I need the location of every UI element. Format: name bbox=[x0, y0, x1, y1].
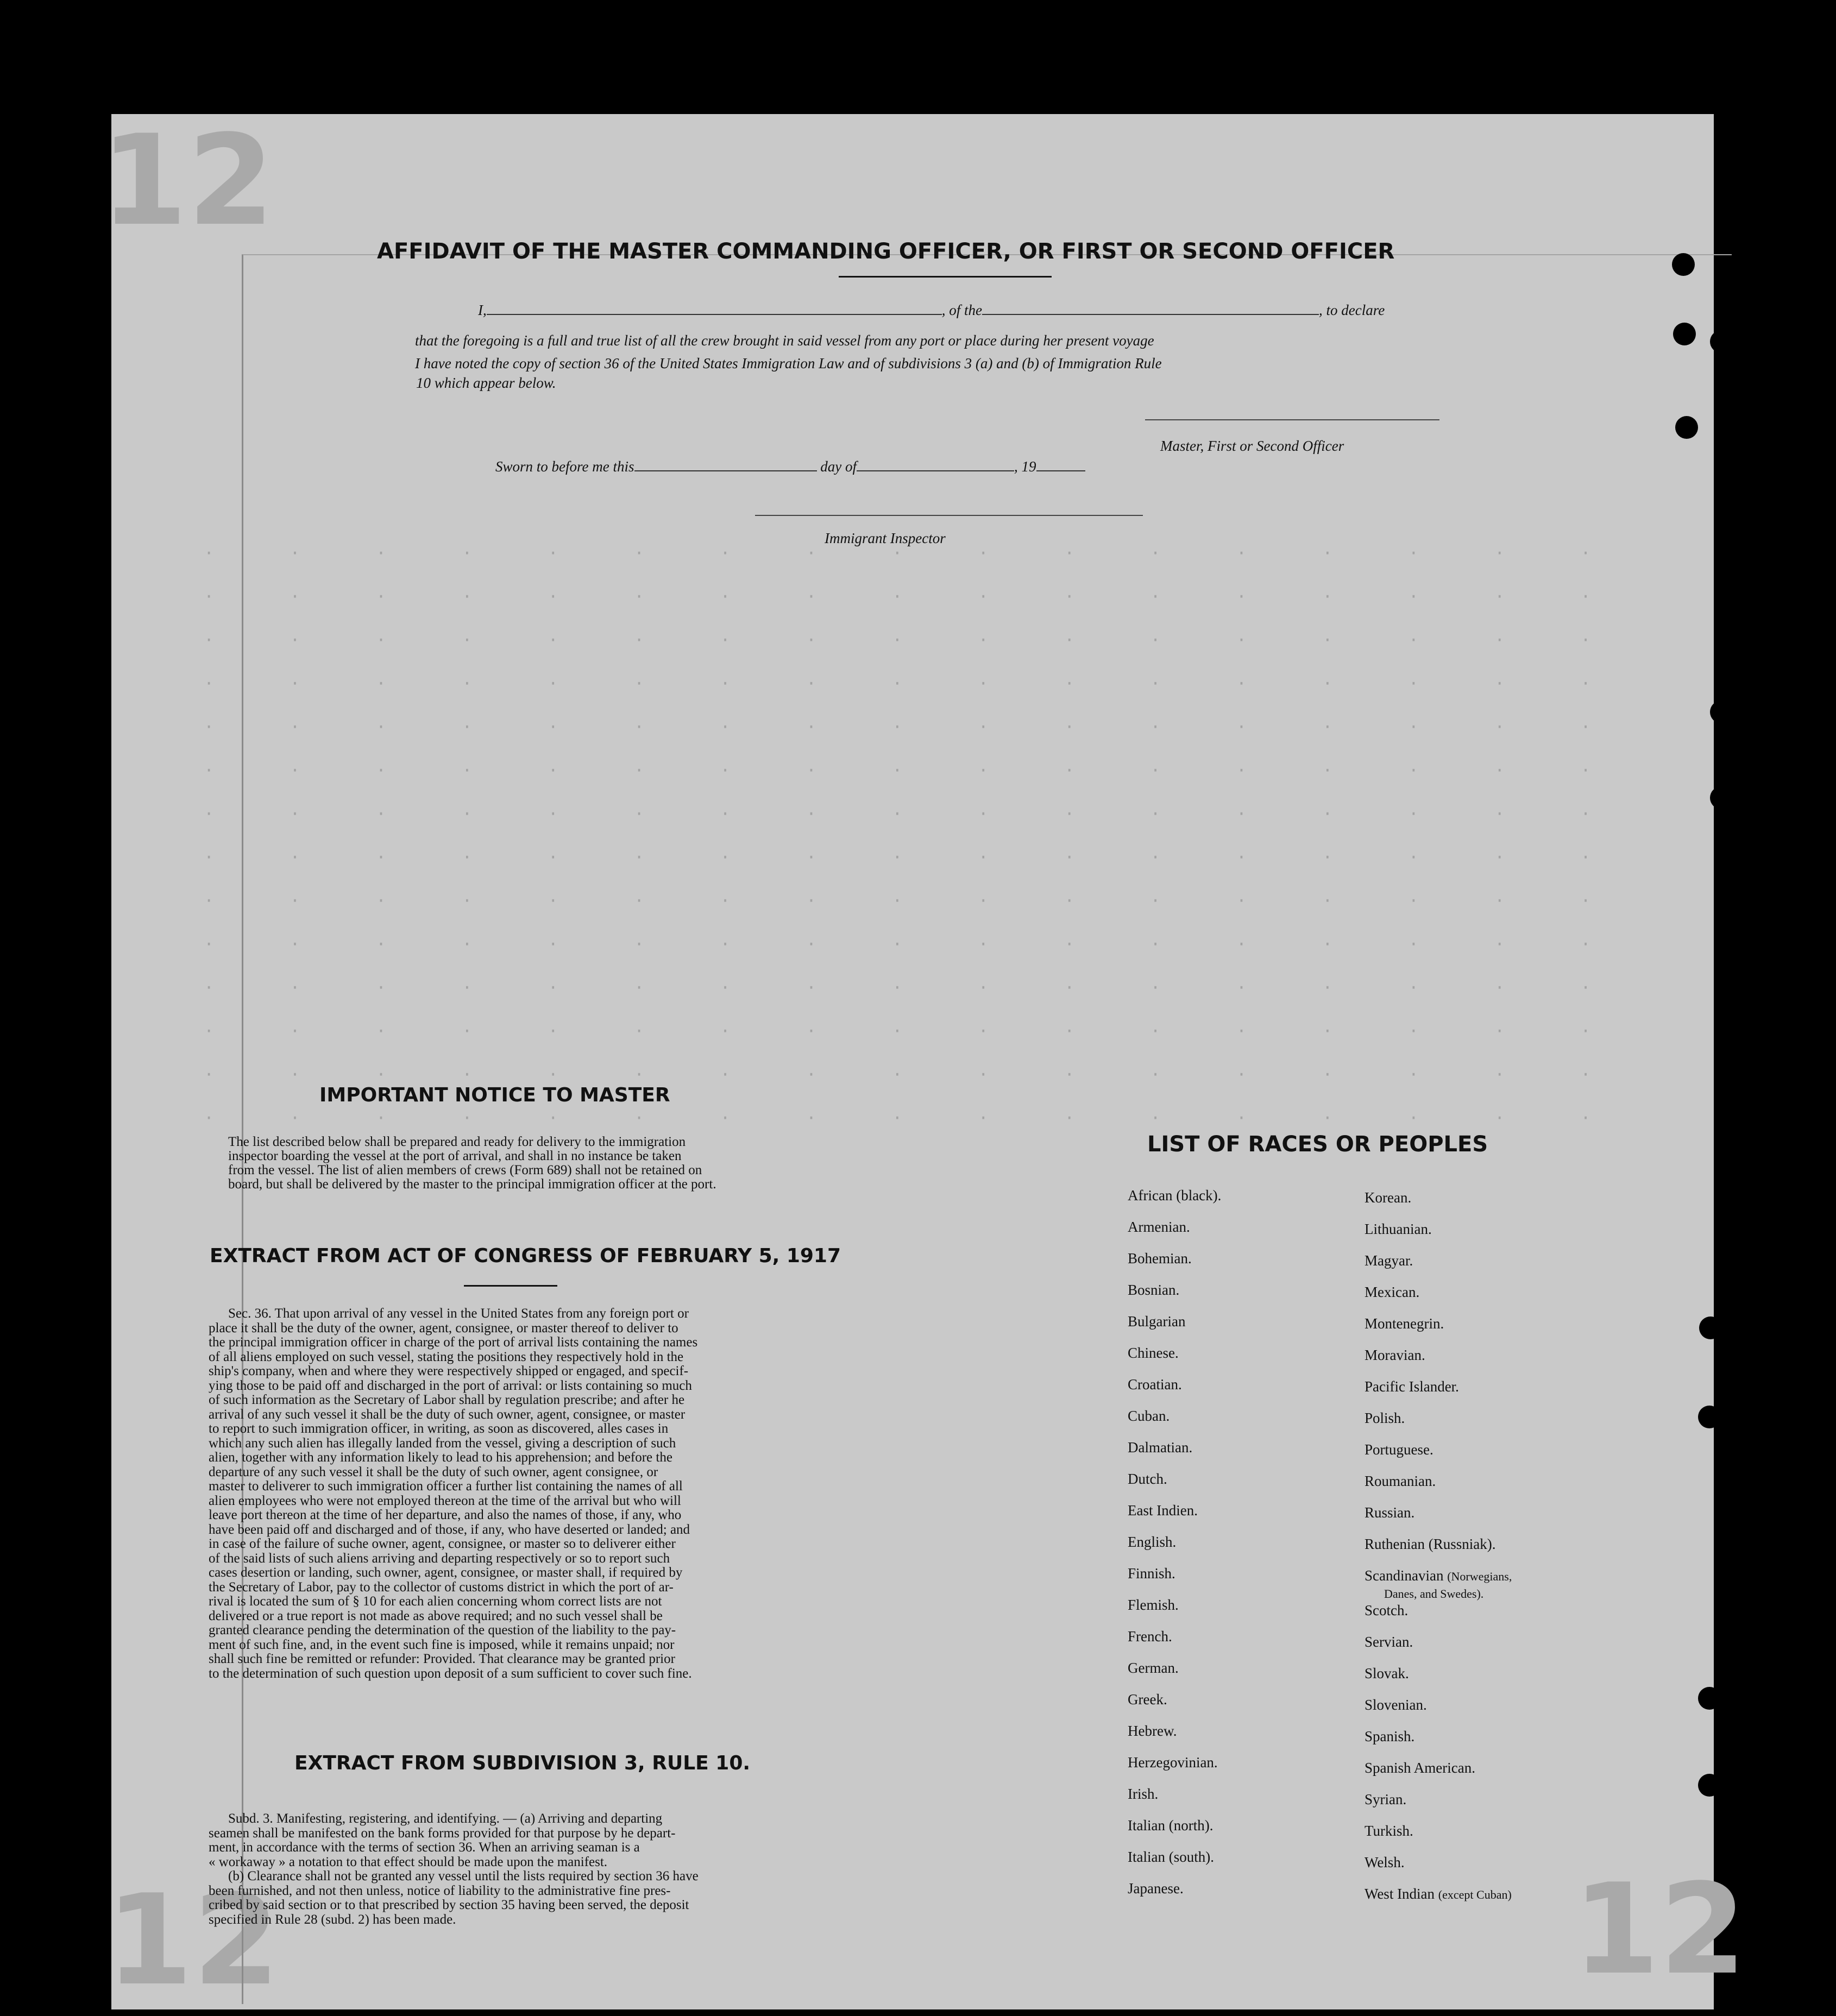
notice-paragraph bbox=[228, 1135, 834, 1192]
race-item: Servian. bbox=[1365, 1634, 1413, 1650]
act-line: in case of the failure of suche owner, agent, consignee, or master so to deliverer either bbox=[209, 1536, 676, 1551]
notice-line: inspector boarding the vessel at the port of arrival, and shall in no instance be taken bbox=[228, 1149, 682, 1163]
act-line: the Secretary of Labor, pay to the collector of customs district in which the port of ar- bbox=[209, 1579, 674, 1595]
act-line: delivered or a true report is not made as above required; and no such vessel shall be bbox=[209, 1608, 663, 1623]
race-item: Roumanian. bbox=[1365, 1473, 1436, 1489]
rule-line: cribed by said section or to that prescribed by section 35 having been served, the deposit bbox=[209, 1898, 689, 1912]
bleed-through-rows: · · · · · · · · · · · · · · · · · · · · · · · · · · · · · · · · · · · · · · · · · · · · · · · · · · · · · · · · · · · · · · · · · · · · · · · · · · · · · · · · · · · · · · · · · · · · · · · · · · · · · · · · · · · · · · · · · · · · · · · · · · · · · · · · · · · · · · · · · · · · · · · · · · · · · · · · · · · · · · · · · · · · · · · · · · · · · · · · · · · · · · · · · · · · · · · · · · · · · · · · · · · · · · · · · · · · · · · · · · · · · · · · · · · · · · · · · · · · · · bbox=[204, 543, 1624, 1128]
race-item: Scotch. bbox=[1365, 1602, 1409, 1618]
act-line: granted clearance pending the determination of the question of the liability to the pay- bbox=[209, 1623, 676, 1637]
rule-line: « workaway » a notation to that effect should be made upon the manifest. bbox=[209, 1854, 608, 1869]
sworn-text: Sworn to before me this bbox=[495, 458, 634, 475]
act-line: cases desertion or landing, such owner, agent, consignee, or master shall, if required by bbox=[209, 1565, 683, 1580]
bleed-through-number: 12 bbox=[106, 1868, 280, 2013]
race-item: Armenian. bbox=[1128, 1219, 1190, 1235]
race-item: West Indian bbox=[1365, 1886, 1435, 1902]
race-item: Hebrew. bbox=[1128, 1723, 1177, 1739]
race-item: French. bbox=[1128, 1628, 1172, 1645]
act-title: EXTRACT FROM ACT OF CONGRESS OF FEBRUARY 5, 1917 bbox=[210, 1245, 841, 1267]
act-line: to report to such immigration officer, in writing, as soon as discovered, alles cases in bbox=[209, 1421, 669, 1436]
race-item: Spanish. bbox=[1365, 1728, 1415, 1744]
act-line: ship's company, when and where they were respectively shipped or engaged, and specif- bbox=[209, 1364, 689, 1378]
race-note: (Norwegians, bbox=[1447, 1570, 1512, 1583]
affidavit-i: I, bbox=[478, 302, 487, 318]
month-blank bbox=[857, 457, 1014, 471]
act-line: have been paid off and discharged and of those, if any, who have deserted or landed; and bbox=[209, 1522, 690, 1537]
year-prefix: , 19 bbox=[1014, 458, 1036, 475]
race-item: Lithuanian. bbox=[1365, 1221, 1432, 1237]
act-line: ying those to be paid off and discharged in the port of arrival: or lists containing so much bbox=[209, 1378, 692, 1393]
punch-hole bbox=[1698, 1774, 1721, 1797]
races-title: LIST OF RACES OR PEOPLES bbox=[1147, 1132, 1488, 1157]
race-item: Russian. bbox=[1365, 1504, 1415, 1521]
race-item-scandinavian bbox=[1365, 1567, 1604, 1602]
act-line: of all aliens employed on such vessel, stating the positions they respectively hold in the bbox=[209, 1349, 684, 1364]
act-line: which any such alien has illegally landed from the vessel, giving a description of such bbox=[209, 1435, 676, 1451]
race-item: Korean. bbox=[1365, 1189, 1412, 1206]
race-item: East Indien. bbox=[1128, 1502, 1198, 1519]
race-item: Finnish. bbox=[1128, 1565, 1175, 1582]
race-item: Dutch. bbox=[1128, 1471, 1167, 1487]
act-line: of the said lists of such aliens arriving and departing respectively or so to report such bbox=[209, 1551, 670, 1566]
notice-line: board, but shall be delivered by the master to the principal immigration officer at the port. bbox=[228, 1177, 716, 1192]
affidavit-of-the: , of the bbox=[941, 302, 982, 318]
act-line: of such information as the Secretary of Labor shall by regulation prescribe; and after he bbox=[209, 1393, 685, 1407]
rule-line: Subd. 3. Manifesting, registering, and identifying. — (a) Arriving and departing bbox=[228, 1811, 663, 1826]
act-paragraph bbox=[209, 1307, 834, 1681]
races-left-column bbox=[1128, 1187, 1356, 1912]
race-item: Ruthenian (Russniak). bbox=[1365, 1536, 1496, 1552]
affidavit-line1 bbox=[478, 301, 1385, 319]
punch-hole bbox=[1710, 786, 1733, 809]
races-right-column bbox=[1365, 1189, 1604, 1917]
race-item-west-indian bbox=[1365, 1886, 1604, 1917]
race-item: Scandinavian bbox=[1365, 1567, 1444, 1584]
affidavit-to-declare: , to declare bbox=[1319, 302, 1385, 318]
race-item: Irish. bbox=[1128, 1786, 1159, 1802]
race-item: Welsh. bbox=[1365, 1854, 1405, 1870]
race-item: Flemish. bbox=[1128, 1597, 1179, 1613]
bleed-through-number: 12 bbox=[1573, 1857, 1747, 2002]
act-line: Sec. 36. That upon arrival of any vessel in the United States from any foreign port or bbox=[228, 1306, 689, 1321]
punch-hole bbox=[1673, 323, 1696, 345]
name-blank bbox=[487, 301, 942, 315]
act-line: ment of such fine, and, in the event such fine is imposed, while it remains unpaid; nor bbox=[209, 1637, 675, 1652]
race-item: Italian (south). bbox=[1128, 1849, 1214, 1865]
race-item: Spanish American. bbox=[1365, 1760, 1475, 1776]
race-item: Chinese. bbox=[1128, 1345, 1179, 1361]
inspector-line bbox=[755, 515, 1143, 516]
notice-line: from the vessel. The list of alien members of crews (Form 689) shall not be retained on bbox=[228, 1163, 702, 1177]
rule-line: specified in Rule 28 (subd. 2) has been made. bbox=[209, 1912, 456, 1927]
race-note: (except Cuban) bbox=[1438, 1888, 1512, 1901]
notice-line: The list described below shall be prepared and ready for delivery to the immigration bbox=[228, 1135, 686, 1149]
race-item: Slovak. bbox=[1365, 1665, 1409, 1681]
race-item: German. bbox=[1128, 1660, 1179, 1676]
act-line: rival is located the sum of § 10 for each alien concerning whom correct lists are not bbox=[209, 1594, 662, 1609]
race-item: English. bbox=[1128, 1534, 1177, 1550]
sworn-line bbox=[495, 457, 1085, 475]
race-item: Cuban. bbox=[1128, 1408, 1170, 1424]
act-line: arrival of any such vessel it shall be the duty of such owner, agent, consignee, or master bbox=[209, 1407, 686, 1422]
punch-hole bbox=[1710, 330, 1733, 353]
affidavit-line4: 10 which appear below. bbox=[416, 375, 556, 391]
punch-hole bbox=[1675, 416, 1698, 439]
race-item: Montenegrin. bbox=[1365, 1315, 1444, 1332]
rule-line: seamen shall be manifested on the bank forms provided for that purpose by he depart- bbox=[209, 1825, 676, 1841]
race-item: Pacific Islander. bbox=[1365, 1378, 1459, 1395]
race-item: Bulgarian bbox=[1128, 1313, 1186, 1330]
race-item: Mexican. bbox=[1365, 1284, 1420, 1300]
race-item: Turkish. bbox=[1365, 1823, 1413, 1839]
affidavit-line2: that the foregoing is a full and true list of all the crew brought in said vessel from any port or place during her present voyage bbox=[415, 332, 1154, 349]
race-item: Dalmatian. bbox=[1128, 1439, 1193, 1456]
race-item: Croatian. bbox=[1128, 1376, 1182, 1393]
signature-line bbox=[1145, 419, 1439, 420]
act-line: alien, together with any information likely to lead to his apprehension; and before the bbox=[209, 1450, 672, 1465]
punch-hole bbox=[1698, 1687, 1721, 1710]
act-line: departure of any such vessel it shall be the duty of such owner, agent consignee, or bbox=[209, 1464, 658, 1479]
act-line: shall such fine be remitted or refunder: Provided. That clearance may be granted prior bbox=[209, 1652, 675, 1666]
affidavit-line3: I have noted the copy of section 36 of the United States Immigration Law and of subdivisions 3 (a) and (b) of Immigration Rule bbox=[415, 355, 1162, 371]
affidavit-title: AFFIDAVIT OF THE MASTER COMMANDING OFFICER, OR FIRST OR SECOND OFFICER bbox=[377, 239, 1395, 264]
race-item: Greek. bbox=[1128, 1691, 1167, 1708]
punch-hole bbox=[1699, 1316, 1722, 1339]
act-line: alien employees who were not employed thereon at the time of the arrival but who will bbox=[209, 1493, 681, 1508]
race-item: African (black). bbox=[1128, 1187, 1222, 1204]
race-item: Moravian. bbox=[1365, 1347, 1425, 1363]
day-blank bbox=[634, 457, 817, 471]
race-note: Danes, and Swedes). bbox=[1384, 1587, 1484, 1601]
day-of: day of bbox=[820, 458, 857, 475]
race-item: Bohemian. bbox=[1128, 1250, 1192, 1267]
bleed-through-number: 12 bbox=[100, 109, 275, 254]
race-item: Portuguese. bbox=[1365, 1441, 1433, 1458]
rule-title: EXTRACT FROM SUBDIVISION 3, RULE 10. bbox=[294, 1752, 751, 1774]
race-item: Polish. bbox=[1365, 1410, 1405, 1426]
act-line: master to deliverer to such immigration officer a further list containing the names of all bbox=[209, 1479, 683, 1494]
race-item: Bosnian. bbox=[1128, 1282, 1180, 1298]
race-item: Italian (north). bbox=[1128, 1817, 1213, 1834]
rule-paragraph bbox=[209, 1812, 834, 1927]
race-item: Japanese. bbox=[1128, 1880, 1184, 1897]
act-rule bbox=[464, 1285, 557, 1287]
inspector-label: Immigrant Inspector bbox=[825, 530, 946, 546]
master-label: Master, First or Second Officer bbox=[1160, 438, 1344, 454]
punch-hole bbox=[1710, 701, 1733, 723]
year-blank bbox=[1036, 457, 1085, 471]
act-line: to the determination of such question upon deposit of a sum sufficient to cover such fine. bbox=[209, 1666, 692, 1681]
title-rule bbox=[839, 276, 1052, 278]
race-item: Slovenian. bbox=[1365, 1697, 1427, 1713]
rule-line: ment, in accordance with the terms of section 36. When an arriving seaman is a bbox=[209, 1840, 640, 1855]
notice-title: IMPORTANT NOTICE TO MASTER bbox=[319, 1084, 670, 1106]
rule-line: (b) Clearance shall not be granted any vessel until the lists required by section 36 have bbox=[228, 1869, 699, 1883]
rule-line: been furnished, and not then unless, notice of liability to the administrative fine pres- bbox=[209, 1883, 671, 1898]
race-item: Herzegovinian. bbox=[1128, 1754, 1218, 1771]
act-line: the principal immigration officer in charge of the port of arrival lists containing the names bbox=[209, 1335, 698, 1350]
vessel-blank bbox=[982, 301, 1319, 315]
punch-hole bbox=[1698, 1406, 1721, 1428]
act-line: leave port thereon at the time of her departure, and also the names of those, if any, who bbox=[209, 1508, 682, 1522]
race-item: Magyar. bbox=[1365, 1252, 1413, 1269]
punch-hole bbox=[1672, 253, 1695, 276]
race-item: Syrian. bbox=[1365, 1791, 1407, 1807]
act-line: place it shall be the duty of the owner, agent, consignee, or master thereof to deliver to bbox=[209, 1320, 678, 1335]
